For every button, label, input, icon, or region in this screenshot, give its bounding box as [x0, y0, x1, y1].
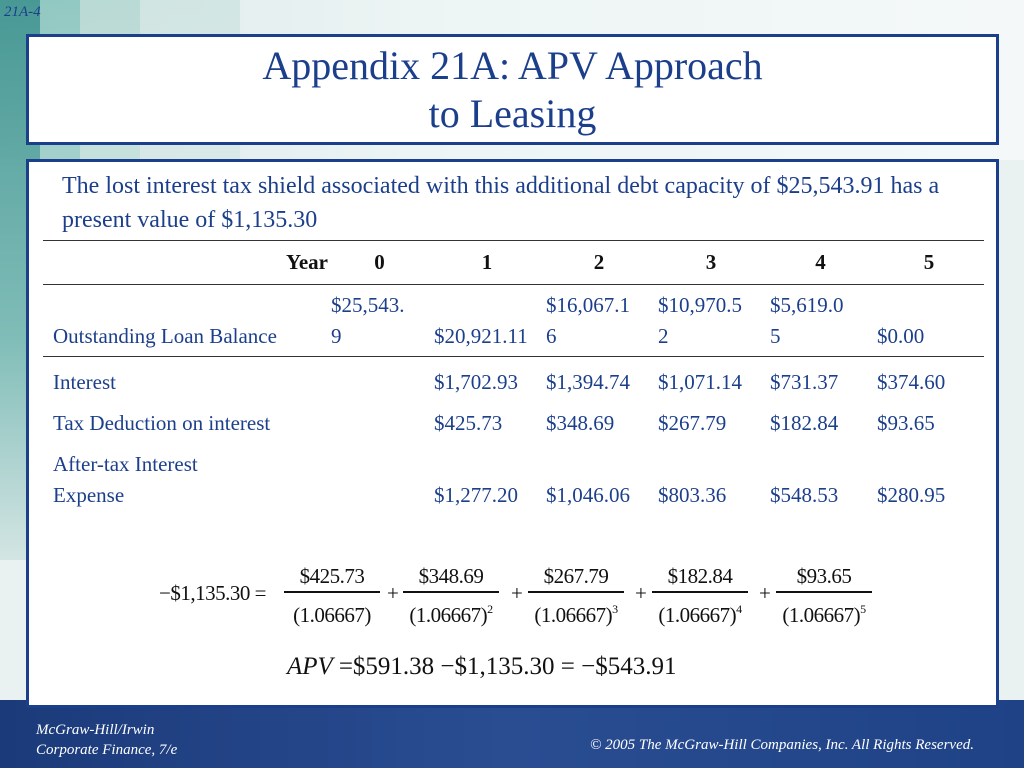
denominator-base: (1.06667) [409, 602, 488, 627]
row-label: Interest [53, 370, 116, 394]
fraction-bar [776, 591, 872, 593]
plus-sign: + [511, 581, 523, 605]
denominator-exponent: 2 [487, 601, 493, 616]
footer-publisher-block [36, 720, 177, 760]
loan-schedule-table [43, 240, 984, 516]
year-cell: 4 [767, 241, 874, 285]
table-cell: $0.00 [874, 285, 984, 357]
fraction-numerator: $348.69 [418, 564, 484, 588]
row-label-text: Outstanding Loan Balance [53, 324, 277, 348]
footer-publisher: McGraw-Hill/Irwin [36, 722, 155, 738]
table-cell [655, 285, 767, 357]
cell-value: $1,394.74 [546, 370, 630, 394]
denominator-base: (1.06667) [534, 602, 613, 627]
cell-value: $20,921.11 [434, 324, 528, 348]
cell-value: $1,277.20 [434, 483, 518, 507]
fraction-denominator [652, 595, 748, 627]
equation-fraction [528, 563, 624, 627]
year-cell: 5 [874, 241, 984, 285]
intro-text: The lost interest tax shield associated with this additional debt capacity of $25,543.91 has a present value of $1,135.30 [62, 173, 940, 233]
plus-sign: + [759, 581, 771, 605]
table-cell [543, 285, 655, 357]
table-row [43, 403, 984, 444]
plus-sign: + [635, 581, 647, 605]
table-cell: $374.60 [877, 370, 946, 394]
fraction-bar [403, 591, 499, 593]
year-cell: 1 [431, 241, 543, 285]
equation-fraction [652, 563, 748, 627]
table-cell [767, 285, 874, 357]
row-label [43, 444, 328, 516]
table-cell [328, 444, 431, 516]
table-cell [328, 357, 431, 404]
table-header-row [43, 241, 984, 285]
table-cell [431, 444, 543, 516]
footer-copyright: © 2005 The McGraw-Hill Companies, Inc. All Rights Reserved. [590, 737, 974, 753]
table-row [43, 285, 984, 357]
plus-sign: + [387, 581, 399, 605]
fraction-bar [528, 591, 624, 593]
table-row [43, 357, 984, 404]
fraction-numerator: $425.73 [299, 564, 365, 588]
table-cell [543, 357, 655, 404]
fraction-bar [284, 591, 380, 593]
table-cell: $182.84 [770, 411, 839, 435]
slide-number: 21A-4 [4, 4, 41, 20]
table-cell [431, 357, 543, 404]
table-cell [328, 403, 431, 444]
equation-lhs: −$1,135.30 = [159, 581, 266, 605]
cell-value: $1,046.06 [546, 483, 630, 507]
table-cell [328, 285, 431, 357]
slide-title-line-1: Appendix 21A: APV Approach [262, 42, 763, 88]
table-cell: $548.53 [770, 483, 839, 507]
fraction-denominator [776, 595, 872, 627]
year-cell: 0 [328, 241, 431, 285]
denominator-base: (1.06667) [658, 602, 737, 627]
table-cell: $280.95 [877, 483, 946, 507]
table-cell: $348.69 [546, 411, 615, 435]
fraction-denominator [284, 595, 380, 627]
cell-value: $1,702.93 [434, 370, 518, 394]
title-box [26, 34, 999, 145]
footer-book: Corporate Finance, 7/e [36, 742, 178, 758]
denominator-exponent: 5 [860, 601, 866, 616]
equation-fraction [776, 563, 872, 627]
fraction-denominator [528, 595, 624, 627]
table-cell: $731.37 [770, 370, 839, 394]
cell-value: $10,970.52 [658, 293, 742, 348]
cell-value: $16,067.16 [546, 293, 630, 348]
apv-expression: =$591.38 −$1,135.30 = −$543.91 [338, 653, 677, 680]
fraction-numerator: $182.84 [667, 564, 733, 588]
fraction-bar [652, 591, 748, 593]
cell-value: $25,543.9 [331, 293, 405, 348]
fraction-numerator: $93.65 [796, 564, 852, 588]
year-cell: 2 [543, 241, 655, 285]
content-box [26, 159, 999, 708]
table-cell: $425.73 [434, 411, 503, 435]
table-cell: $803.36 [658, 483, 727, 507]
fraction-denominator [403, 595, 499, 627]
slide-title-line-2: to Leasing [428, 90, 597, 136]
denominator-exponent: 3 [612, 601, 618, 616]
row-label [43, 285, 328, 357]
denominator-base: (1.06667) [782, 602, 861, 627]
equation-fraction [403, 563, 499, 627]
row-label-text: After-tax Interest Expense [53, 452, 198, 507]
year-cell: 3 [655, 241, 767, 285]
table-cell: $93.65 [877, 411, 935, 435]
denominator-exponent: 4 [736, 601, 742, 616]
apv-result [287, 653, 676, 681]
cell-value: $1,071.14 [658, 370, 742, 394]
table-cell [543, 444, 655, 516]
year-header: Year [43, 241, 328, 285]
table-row [43, 444, 984, 516]
cell-value: $5,619.05 [770, 293, 844, 348]
fraction-numerator: $267.79 [543, 564, 609, 588]
table-cell [655, 357, 767, 404]
equation-fraction [284, 563, 380, 627]
denominator-base: (1.06667) [293, 602, 371, 627]
table-cell [431, 285, 543, 357]
row-label: Tax Deduction on interest [53, 411, 271, 435]
table-cell: $267.79 [658, 411, 727, 435]
apv-label: APV [287, 653, 333, 680]
